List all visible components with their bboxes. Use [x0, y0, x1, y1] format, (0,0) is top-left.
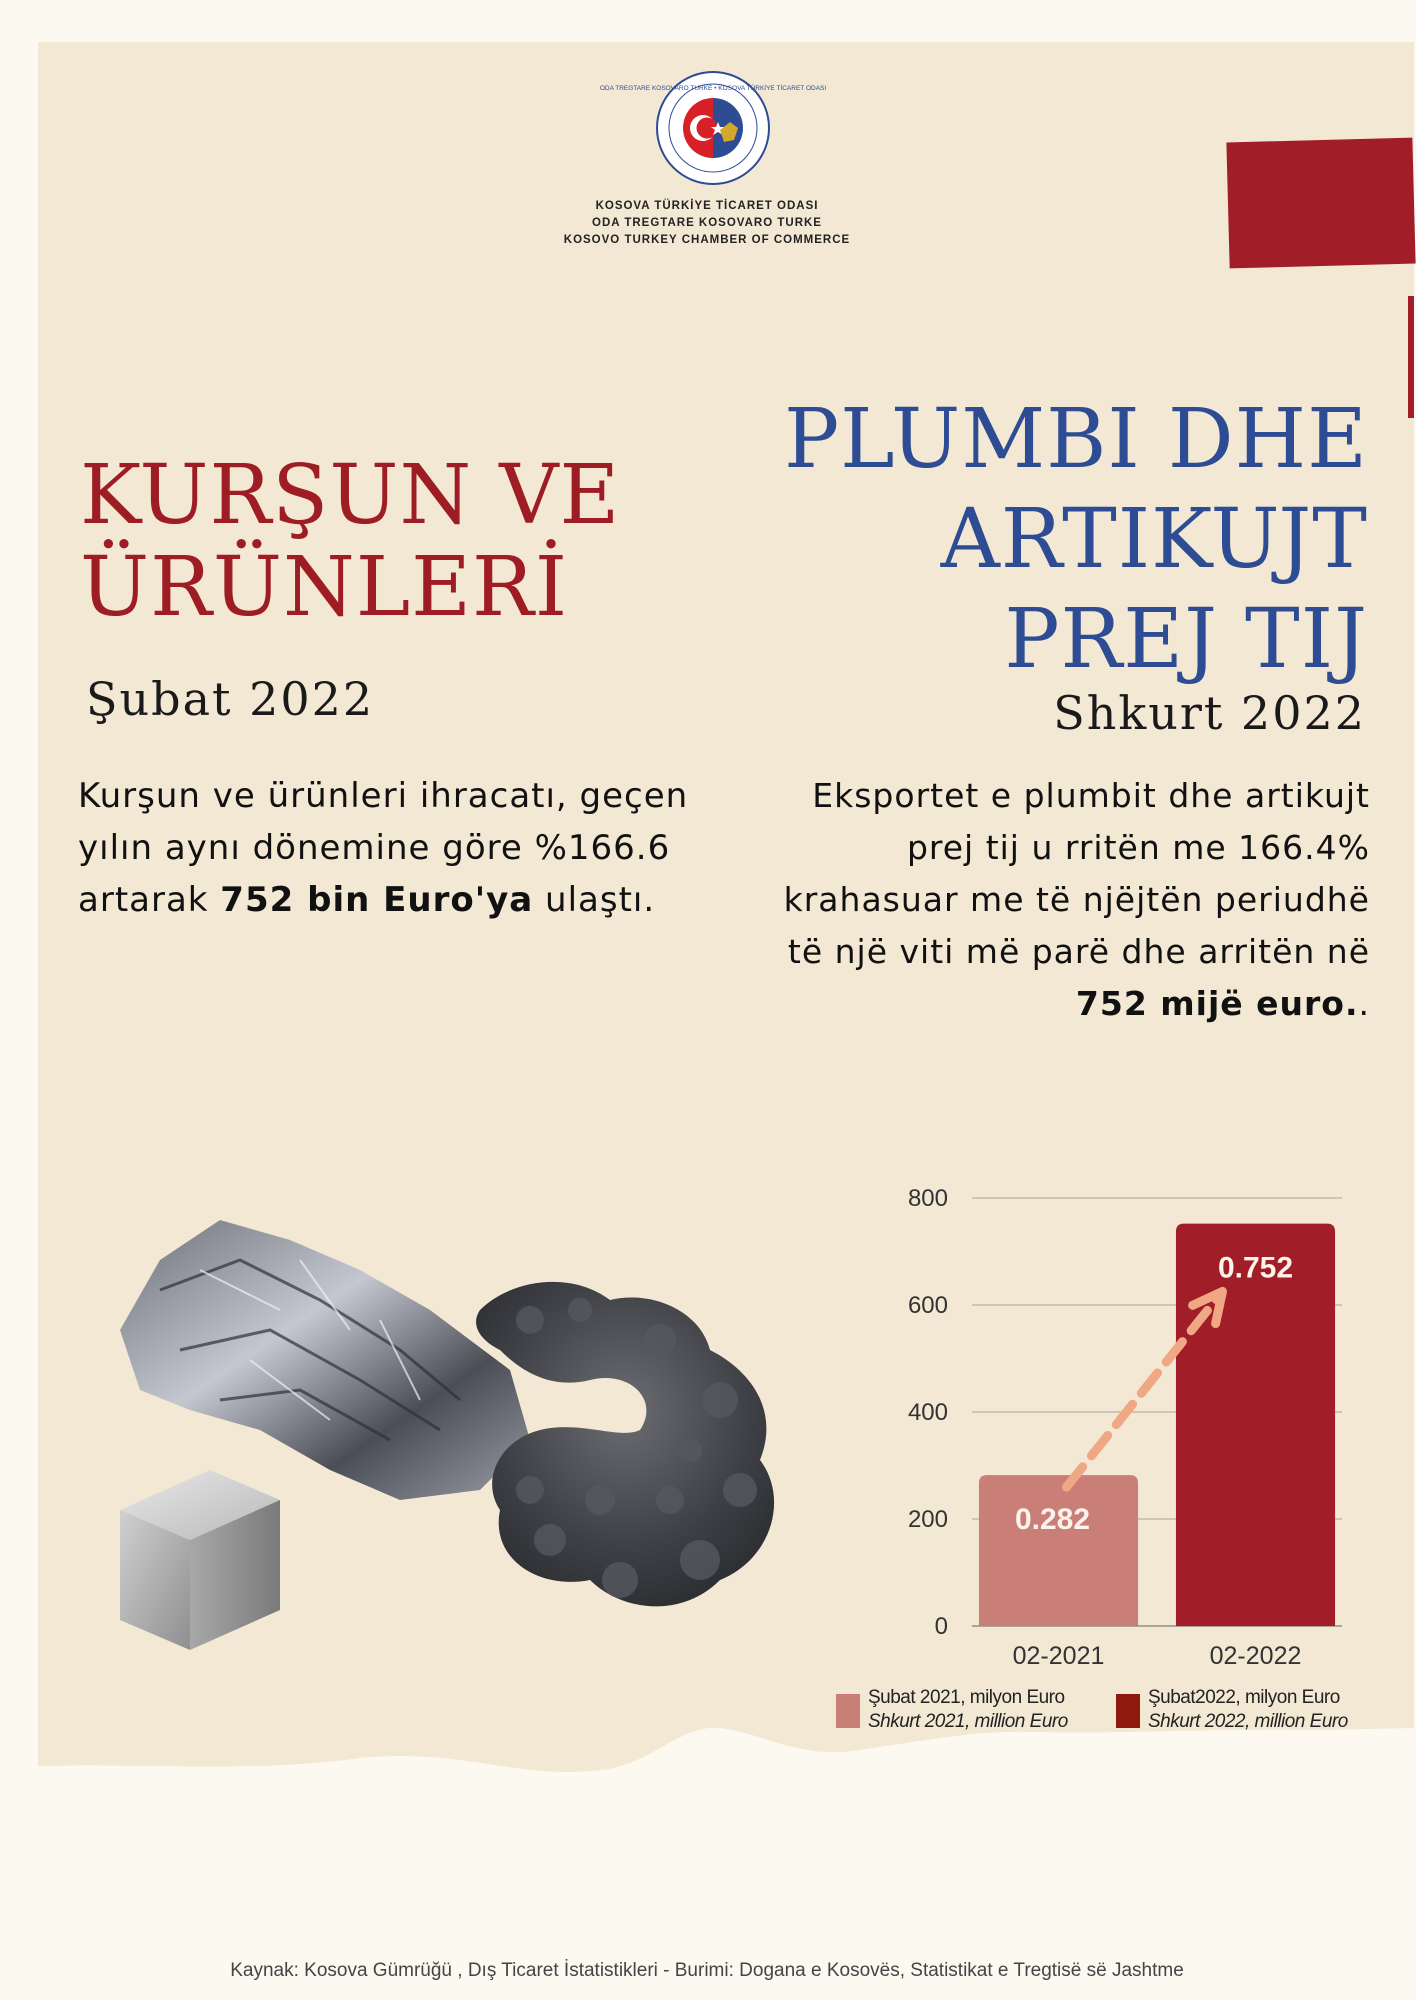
desc-sq-highlight: 752 mijë euro. [1075, 984, 1359, 1023]
logo-ring-text: ODA TREGTARE KOSOVARO TURKE • KOSOVA TÜRKİYE TİCARET ODASI [599, 85, 827, 92]
org-name-en: KOSOVO TURKEY CHAMBER OF COMMERCE [563, 234, 851, 246]
data-label: 0.752 [1217, 1251, 1294, 1285]
x-axis-ticks [1013, 1642, 1302, 1670]
desc-sq-end: . [1358, 984, 1370, 1023]
description-albanian [750, 770, 1370, 1030]
description-turkish [78, 770, 738, 926]
red-accent-strip [1408, 296, 1414, 418]
legend-label-2022-sq: Shkurt 2022, million Euro [1148, 1711, 1348, 1732]
bar-02-2021 [979, 1475, 1138, 1626]
red-accent-block [1226, 138, 1415, 269]
desc-sq-text: Eksportet e plumbit dhe artikujt prej tij u rritën me 166.4% krahasuar me të njëjtën periudhë të një viti më parë dhe arritën në [783, 776, 1370, 971]
desc-tr-text: Kurşun ve ürünleri ihracatı, geçen yılın aynı dönemine göre %166.6 artarak [78, 776, 689, 920]
source-note: Kaynak: Kosova Gümrüğü , Dış Ticaret İstatistikleri - Burimi: Dogana e Kosovës, Statistikat e Tregtisë së Jashtme [230, 1960, 1184, 1981]
title-sq-line3: PREJ TIJ [1004, 592, 1368, 687]
date-albanian: Shkurt 2022 [1053, 686, 1366, 740]
desc-tr-highlight: 752 bin Euro'ya [220, 880, 534, 920]
x-tick-label: 02-2021 [1012, 1642, 1105, 1670]
lead-metal-image [100, 1200, 800, 1660]
title-tr-line1: KURŞUN VE [80, 448, 621, 543]
legend-label-2021-sq: Shkurt 2021, million Euro [868, 1711, 1068, 1732]
date-turkish: Şubat 2022 [86, 672, 375, 726]
title-albanian [740, 390, 1368, 690]
y-tick-label: 400 [907, 1399, 948, 1426]
y-tick-label: 800 [907, 1185, 948, 1212]
org-name-sq: ODA TREGTARE KOSOVARO TURKE [592, 217, 822, 229]
export-bar-chart [880, 1170, 1380, 1730]
chamber-logo [599, 70, 827, 190]
org-name-tr: KOSOVA TÜRKİYE TİCARET ODASI [595, 200, 819, 212]
y-tick-label: 200 [907, 1506, 948, 1533]
title-sq-line1: PLUMBI DHE [783, 392, 1368, 487]
y-tick-label: 600 [907, 1292, 948, 1319]
data-label: 0.282 [1014, 1503, 1091, 1537]
torn-paper-edge [0, 1720, 1414, 1920]
legend-swatch-2021 [836, 1694, 860, 1728]
x-tick-label: 02-2022 [1209, 1642, 1302, 1670]
y-tick-label: 0 [934, 1613, 948, 1640]
title-turkish [80, 450, 680, 634]
desc-tr-end: ulaştı. [545, 880, 656, 920]
legend-label-2021-tr: Şubat 2021, milyon Euro [868, 1687, 1065, 1708]
legend-label-2022-tr: Şubat2022, milyon Euro [1148, 1687, 1340, 1708]
legend-swatch-2022 [1116, 1694, 1140, 1728]
y-axis-ticks [908, 1185, 948, 1640]
title-tr-line2: ÜRÜNLERİ [80, 540, 569, 635]
title-sq-line2: ARTIKUJT [940, 492, 1368, 587]
